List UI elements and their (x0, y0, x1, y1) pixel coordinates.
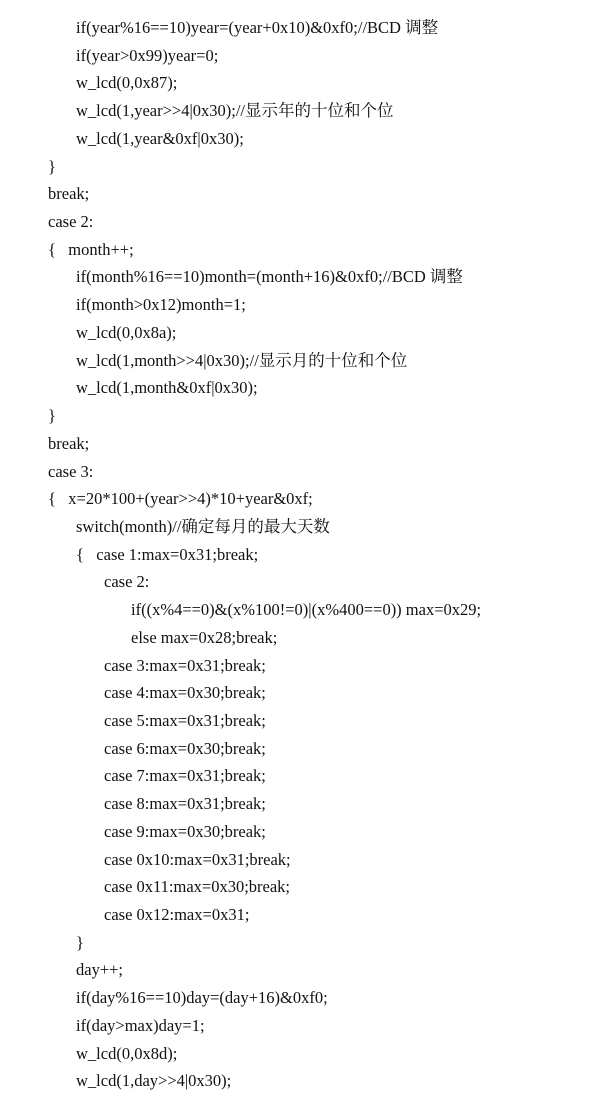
code-line (0, 402, 607, 430)
code-line (0, 97, 607, 125)
code-line (0, 347, 607, 375)
code-line (0, 624, 607, 652)
code-line (0, 263, 607, 291)
code-line-text: if(month>0x12)month=1; (76, 295, 246, 315)
code-line (0, 846, 607, 874)
code-line-text: w_lcd(0,0x8a); (76, 322, 177, 342)
code-line-text: case 8:max=0x31;break; (104, 794, 266, 814)
code-line (0, 679, 607, 707)
code-line-text: if(day>max)day=1; (76, 1015, 205, 1035)
code-line-text: if(day%16==10)day=(day+16)&0xf0; (76, 988, 328, 1008)
code-line-text: switch(month)//确定每月的最大天数 (76, 516, 330, 536)
code-line-text: break; (48, 433, 90, 453)
code-line (0, 291, 607, 319)
code-line (0, 596, 607, 624)
code-line-text: case 0x10:max=0x31;break; (104, 849, 291, 869)
code-line (0, 319, 607, 347)
code-line (0, 873, 607, 901)
code-line (0, 707, 607, 735)
code-line-text: } (76, 932, 84, 952)
code-line (0, 236, 607, 264)
code-line (0, 818, 607, 846)
code-line-text: case 7:max=0x31;break; (104, 766, 266, 786)
code-line-text: case 3:max=0x31;break; (104, 655, 266, 675)
code-line-text: w_lcd(1,year&0xf|0x30); (76, 128, 244, 148)
code-line-text: case 0x12:max=0x31; (104, 905, 250, 924)
code-line-text: case 4:max=0x30;break; (104, 683, 266, 703)
code-line-text: if(month%16==10)month=(month+16)&0xf0;//BCD 调整 (76, 267, 463, 287)
code-line (0, 1040, 607, 1068)
code-line-text: case 0x11:max=0x30;break; (104, 877, 291, 897)
code-line-text: w_lcd(0,0x8d); (76, 1043, 178, 1063)
code-line (0, 374, 607, 402)
code-line-text: w_lcd(1,month>>4|0x30);//显示月的十位和个位 (76, 350, 408, 370)
code-line-text: case 9:max=0x30;break; (104, 821, 266, 841)
code-line-text: { case 1:max=0x31;break; (76, 544, 259, 564)
code-line (0, 430, 607, 458)
code-line (0, 762, 607, 790)
code-line-text: { month++; (48, 239, 134, 259)
code-line-text: if(year>0x99)year=0; (76, 45, 219, 65)
code-line (0, 956, 607, 984)
code-line-text: day++; (76, 960, 124, 980)
code-line (0, 180, 607, 208)
code-line-text: break; (48, 184, 90, 204)
code-line (0, 69, 607, 97)
code-line-text: case 6:max=0x30;break; (104, 738, 266, 758)
code-line (0, 541, 607, 569)
code-line-text: w_lcd(1,day>>4|0x30); (76, 1071, 232, 1091)
code-line (0, 790, 607, 818)
code-line-text: w_lcd(0,0x87); (76, 73, 178, 93)
code-line (0, 901, 607, 929)
code-line-text: if((x%4==0)&(x%100!=0)|(x%400==0)) max=0x29; (131, 600, 482, 620)
code-line (0, 42, 607, 70)
code-line-text: case 3: (48, 461, 94, 481)
code-line (0, 1012, 607, 1040)
code-line (0, 929, 607, 957)
code-line-text: w_lcd(1,year>>4|0x30);//显示年的十位和个位 (76, 101, 394, 121)
code-line-text: w_lcd(1,month&0xf|0x30); (76, 378, 258, 398)
code-line-text: } (48, 406, 56, 426)
code-line (0, 458, 607, 486)
code-line-text: case 2: (48, 212, 94, 232)
code-line (0, 513, 607, 541)
code-line (0, 14, 607, 42)
code-line-text: case 5:max=0x31;break; (104, 710, 266, 730)
code-line-text: case 2: (104, 572, 150, 592)
code-line (0, 153, 607, 181)
code-line (0, 208, 607, 236)
code-line-text: else max=0x28;break; (131, 627, 278, 647)
code-listing (0, 14, 607, 1095)
code-line (0, 485, 607, 513)
code-line (0, 125, 607, 153)
code-line-text: { x=20*100+(year>>4)*10+year&0xf; (48, 489, 313, 509)
code-line-text: } (48, 156, 56, 176)
code-line (0, 1067, 607, 1095)
code-line-text: if(year%16==10)year=(year+0x10)&0xf0;//BCD 调整 (76, 18, 439, 37)
code-line (0, 735, 607, 763)
code-line (0, 652, 607, 680)
code-line (0, 984, 607, 1012)
code-line (0, 568, 607, 596)
